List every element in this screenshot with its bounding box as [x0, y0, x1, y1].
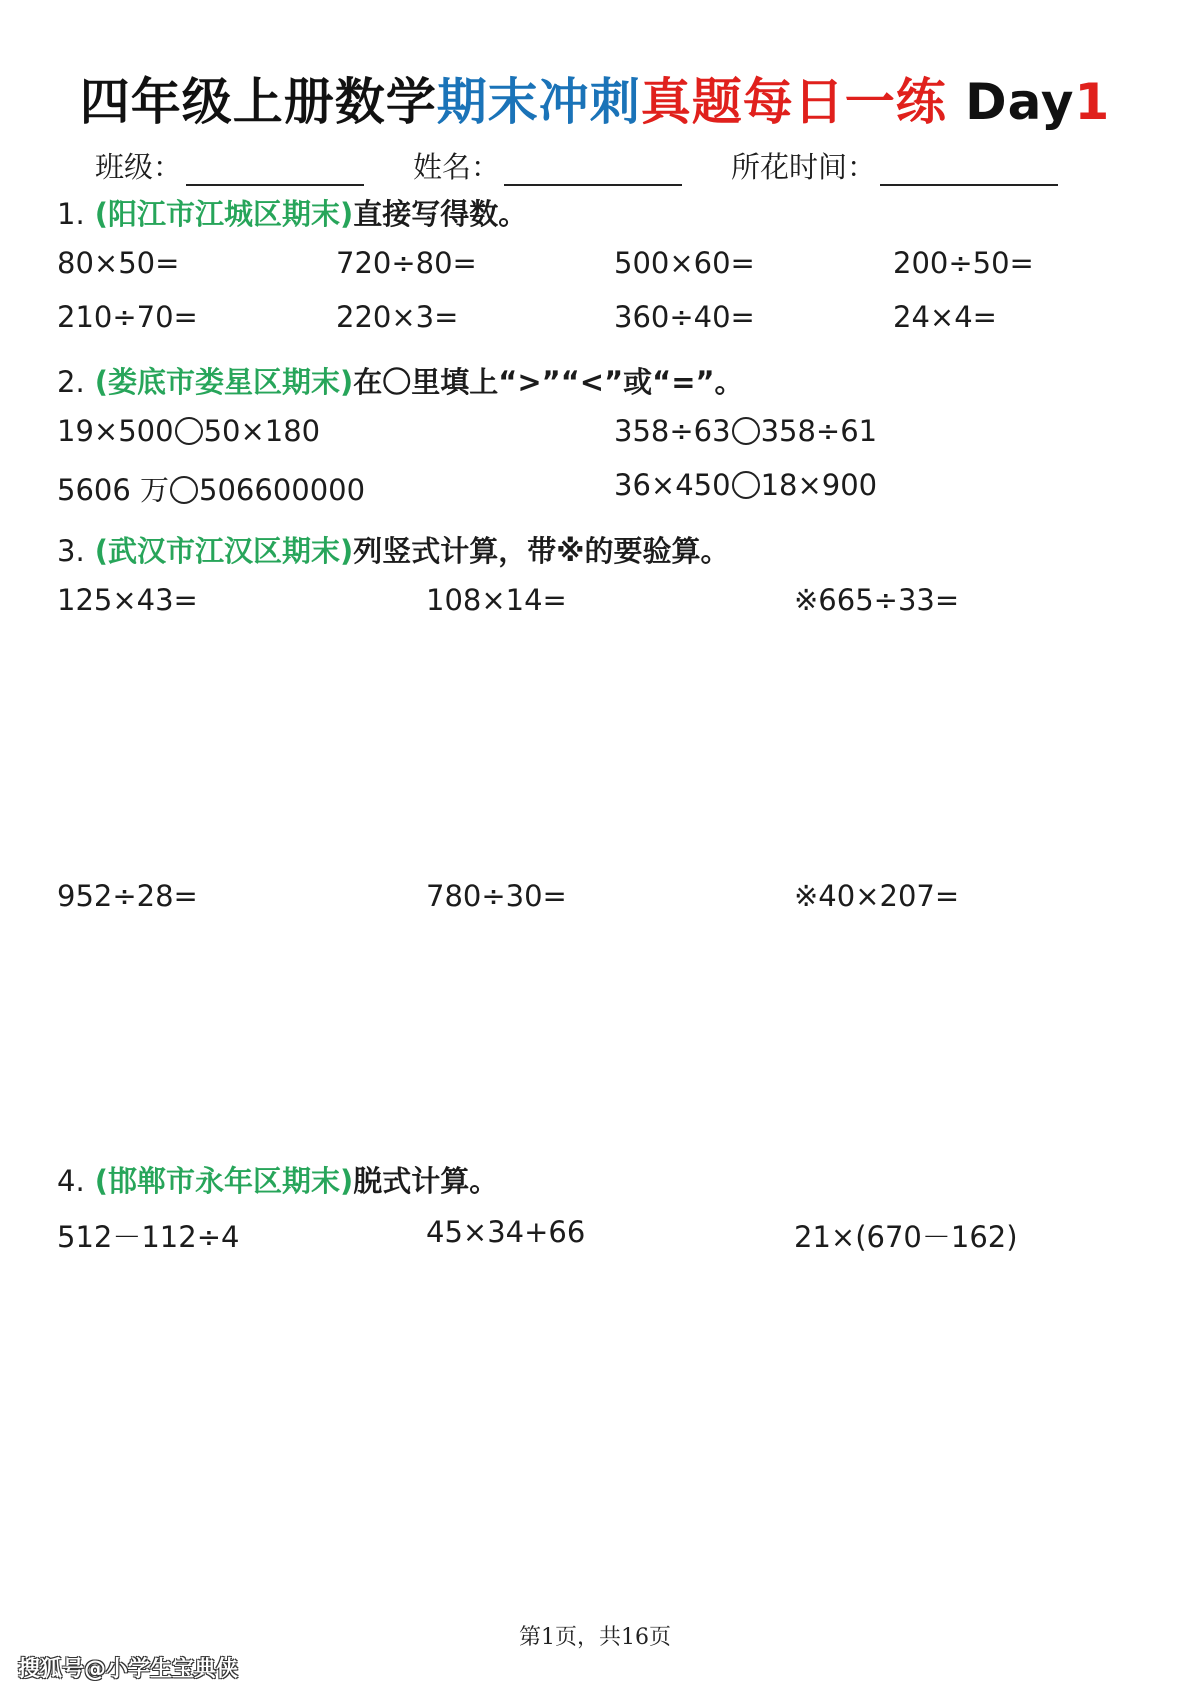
q2-left-expression: 358÷63: [614, 414, 731, 448]
question-4-instruction: 脱式计算。: [353, 1164, 499, 1198]
q1-item: 80×50=: [57, 246, 180, 280]
q3-item: 780÷30=: [426, 879, 567, 913]
q1-item: 210÷70=: [57, 300, 198, 334]
q4-item: 21×(670－162): [794, 1220, 1018, 1254]
question-1-source: (阳江市江城区期末): [94, 197, 354, 231]
title-day-text: Day: [965, 73, 1075, 131]
class-field[interactable]: [95, 145, 364, 186]
q1-item: 220×3=: [336, 300, 459, 334]
q3-item: ※40×207=: [794, 879, 960, 913]
q2-right-expression: 18×900: [760, 468, 878, 502]
question-2-source: (娄底市娄星区期末): [94, 365, 354, 399]
question-3-number: 3.: [57, 534, 85, 568]
q4-item: 45×34+66: [426, 1215, 586, 1249]
question-2-number: 2.: [57, 365, 85, 399]
name-blank-line[interactable]: [504, 158, 682, 186]
class-label: 班级：: [95, 150, 183, 184]
q1-item: 200÷50=: [893, 246, 1034, 280]
q2-comparison: [614, 468, 877, 502]
time-blank-line[interactable]: [880, 158, 1058, 186]
q4-item: 512－112÷4: [57, 1220, 240, 1254]
compare-circle[interactable]: [170, 476, 198, 504]
question-2-heading: [57, 360, 744, 401]
q2-left-expression: 36×450: [614, 468, 731, 502]
name-field[interactable]: [413, 145, 682, 186]
title-part-black: 四年级上册数学: [79, 73, 437, 131]
question-3-instruction: 列竖式计算，带※的要验算。: [353, 534, 730, 568]
q2-comparison: [57, 468, 365, 509]
q1-item: 720÷80=: [336, 246, 477, 280]
q3-item: 952÷28=: [57, 879, 198, 913]
question-4-number: 4.: [57, 1164, 85, 1198]
q3-item: ※665÷33=: [794, 583, 960, 617]
q2-comparison: [57, 414, 320, 448]
title-day-number: 1: [1074, 73, 1111, 131]
question-1-instruction: 直接写得数。: [353, 197, 528, 231]
question-1-heading: [57, 192, 527, 233]
q2-right-expression: 358÷61: [760, 414, 878, 448]
title-part-red: 真题每日一练: [640, 73, 947, 131]
time-field[interactable]: [731, 145, 1058, 186]
q3-item: 108×14=: [426, 583, 567, 617]
q1-item: 500×60=: [614, 246, 755, 280]
worksheet-title: [0, 62, 1190, 134]
time-label: 所花时间：: [731, 150, 877, 184]
q2-comparison: [614, 414, 877, 448]
class-blank-line[interactable]: [186, 158, 364, 186]
question-4-source: (邯郸市永年区期末): [94, 1164, 354, 1198]
question-3-source: (武汉市江汉区期末): [94, 534, 354, 568]
q2-right-expression: 506600000: [199, 473, 366, 507]
compare-circle[interactable]: [175, 417, 203, 445]
watermark: 搜狐号@小学生宝典侠: [18, 1657, 239, 1682]
q3-item: 125×43=: [57, 583, 198, 617]
question-4-heading: [57, 1159, 498, 1200]
title-part-blue: 期末冲刺: [436, 73, 641, 131]
q2-left-expression: 19×500: [57, 414, 174, 448]
name-label: 姓名：: [413, 150, 501, 184]
question-2-instruction: 在〇里填上“>”“<”或“=”。: [353, 365, 744, 399]
question-1-number: 1.: [57, 197, 85, 231]
q1-item: 360÷40=: [614, 300, 755, 334]
question-3-heading: [57, 529, 730, 570]
q2-left-expression: 5606 万: [57, 473, 170, 507]
compare-circle[interactable]: [732, 471, 760, 499]
compare-circle[interactable]: [732, 417, 760, 445]
q1-item: 24×4=: [893, 300, 997, 334]
page-number-footer: 第1页，共16页: [519, 1625, 671, 1650]
q2-right-expression: 50×180: [203, 414, 321, 448]
